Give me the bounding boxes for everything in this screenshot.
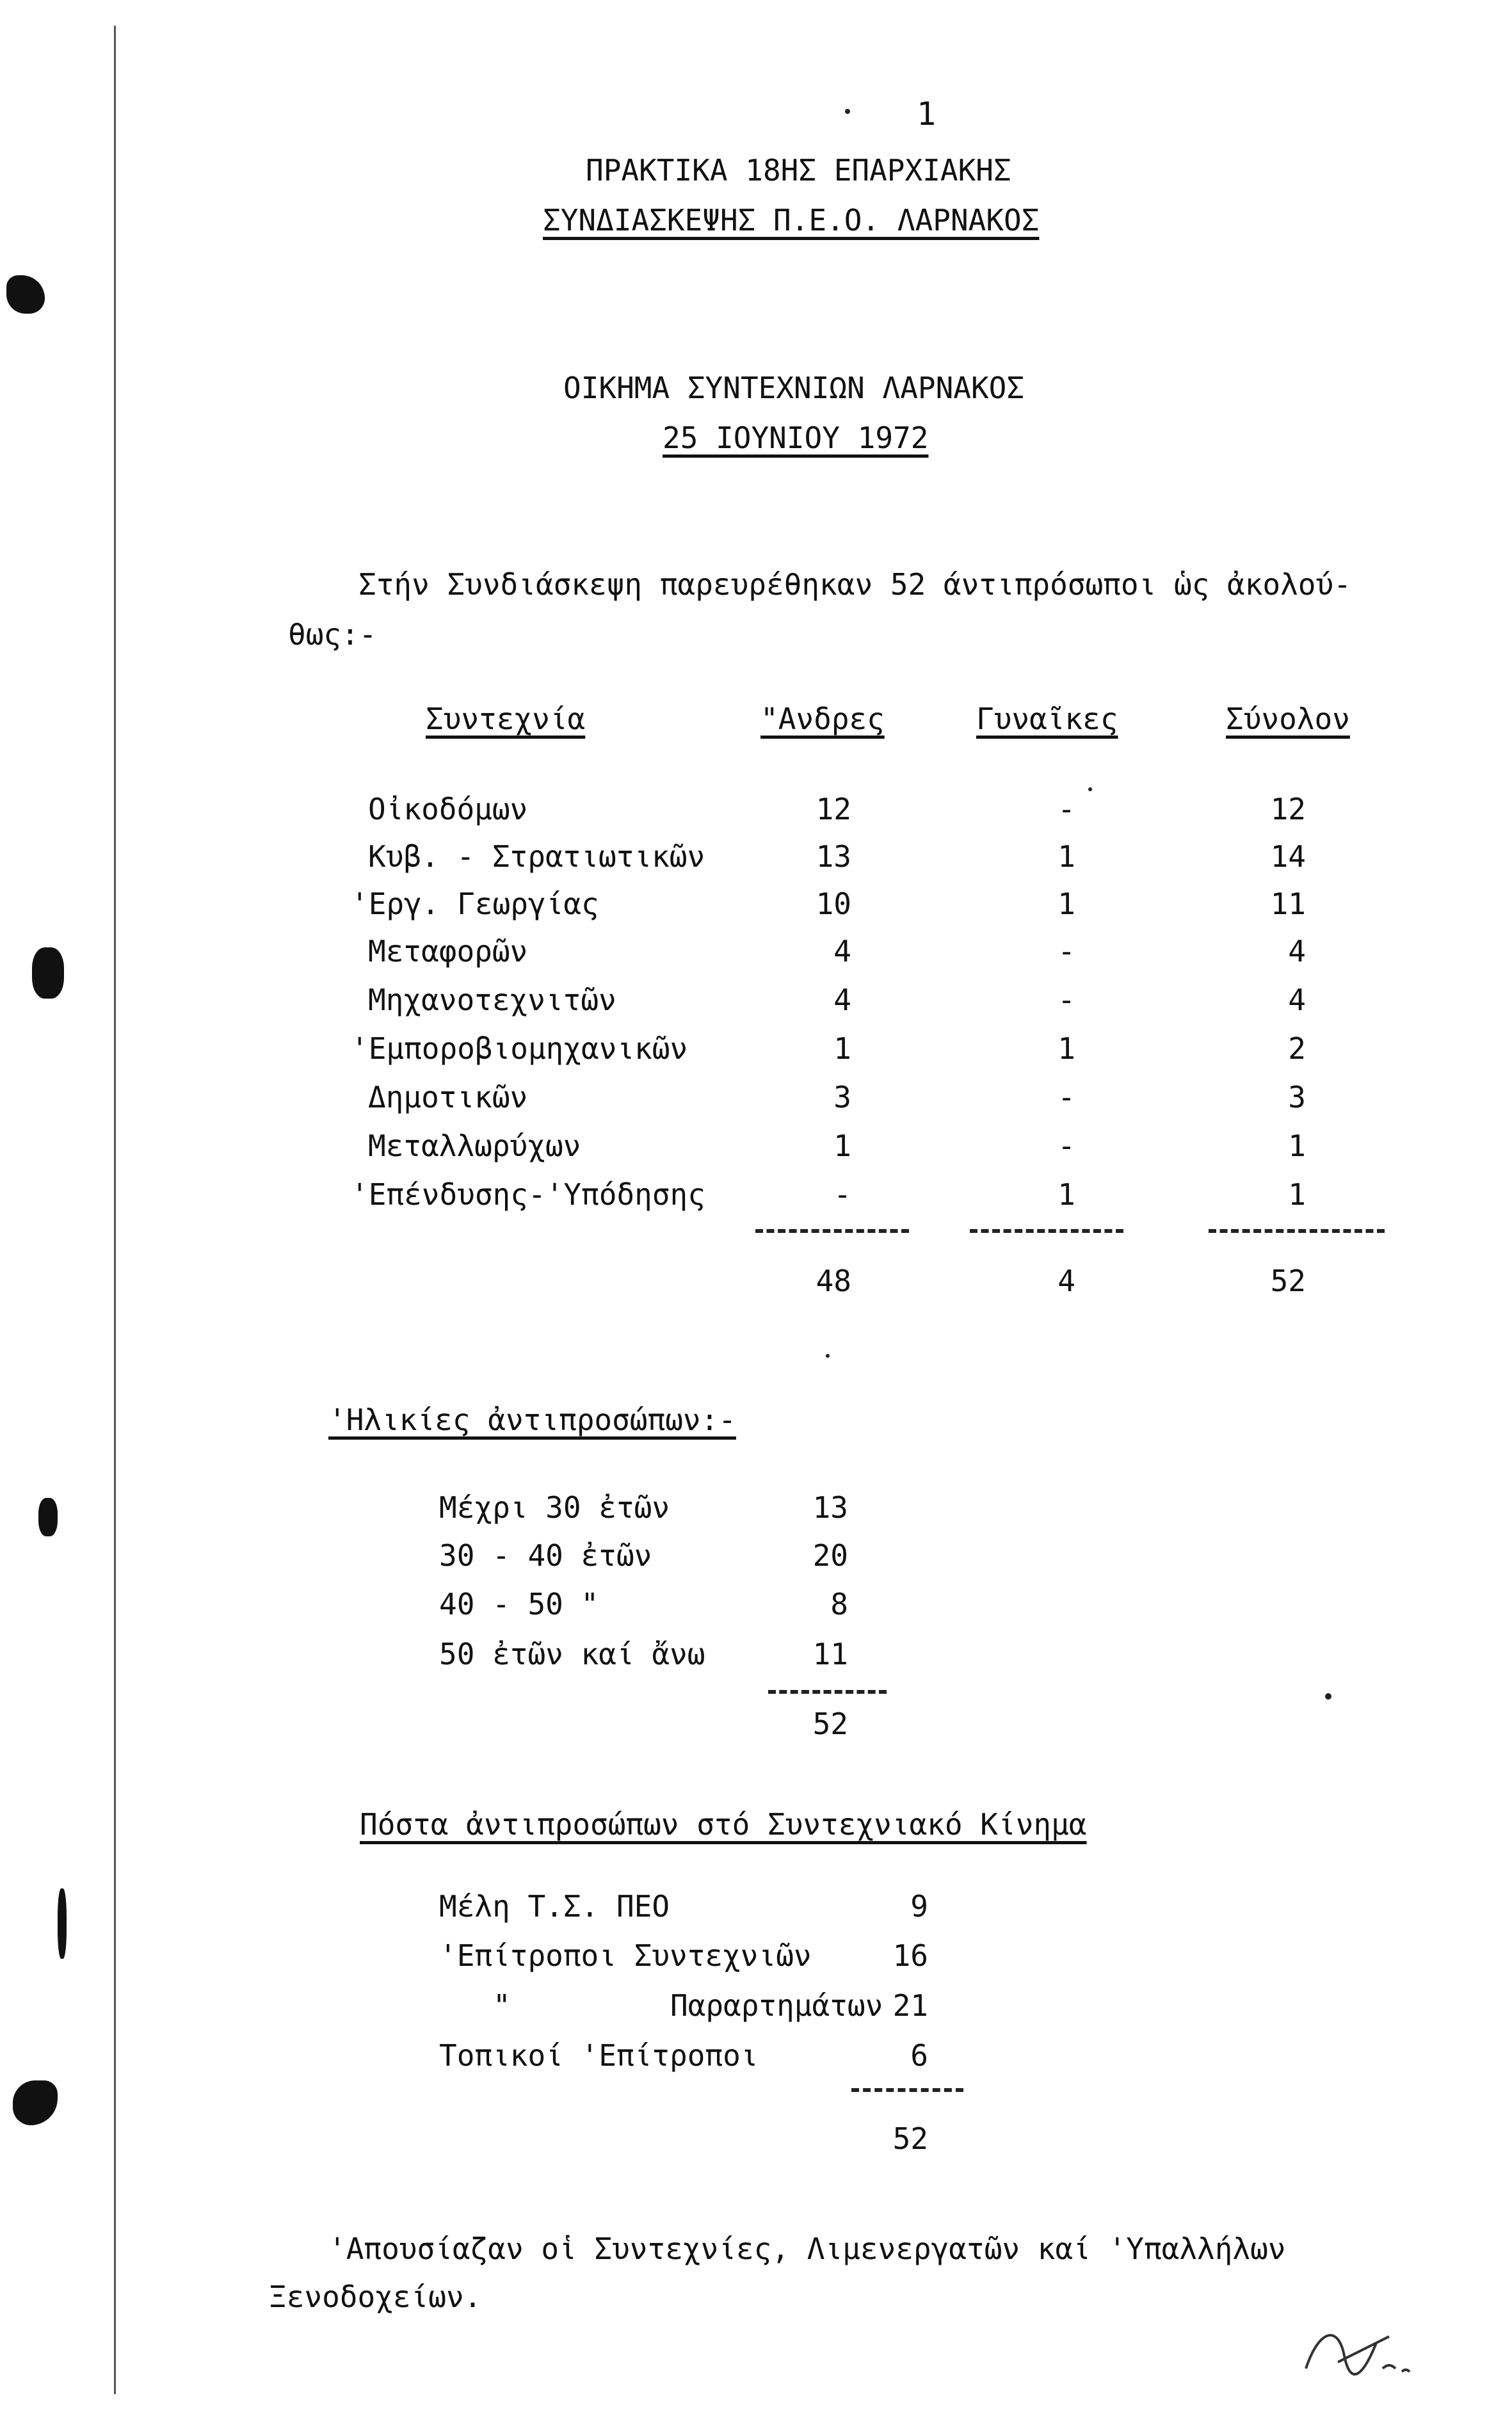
table-cell-women: 1 <box>1058 887 1075 921</box>
age-label: 50 ἐτῶν καί ἄνω <box>439 1637 705 1671</box>
left-margin-line <box>114 26 116 2394</box>
table-cell-men: 4 <box>833 983 851 1017</box>
post-count: 21 <box>892 1988 928 2023</box>
sum-rule <box>1209 1229 1385 1233</box>
age-count: 8 <box>830 1587 848 1621</box>
scan-blot <box>6 275 45 314</box>
sum-rule <box>970 1229 1123 1233</box>
header-women: Γυναῖκες <box>976 702 1118 736</box>
age-label: 40 - 50 " <box>439 1587 599 1621</box>
age-count: 20 <box>812 1538 848 1573</box>
table-cell-total: 4 <box>1288 983 1306 1017</box>
table-cell-men: 1 <box>833 1031 851 1066</box>
table-cell-total: 14 <box>1270 839 1306 874</box>
intro-line-1: Στήν Συνδιάσκεψη παρευρέθηκαν 52 άντιπρόσωποι ὡς ἀκολού- <box>358 567 1351 602</box>
posts-total: 52 <box>892 2121 928 2156</box>
table-row-label: Μεταφορῶν <box>368 934 528 969</box>
intro-line-2: θως:- <box>288 617 377 652</box>
venue: ΟΙΚΗΜΑ ΣΥΝΤΕΧΝΙΩΝ ΛΑΡΝΑΚΟΣ <box>563 371 1025 405</box>
title-line-2: ΣΥΝΔΙΑΣΚΕΨΗΣ Π.Ε.Ο. ΛΑΡΝΑΚΟΣ <box>543 203 1040 237</box>
absent-line-2: Ξενοδοχείων. <box>269 2280 482 2314</box>
table-row-label: Μηχανοτεχνιτῶν <box>368 983 616 1017</box>
posts-heading: Πόστα ἀντιπροσώπων στό Συντεχνιακό Κίνημα <box>360 1807 1087 1842</box>
table-row-label: Κυβ. - Στρατιωτικῶν <box>368 839 705 874</box>
table-cell-total: 4 <box>1288 934 1306 969</box>
table-cell-women: 1 <box>1058 839 1075 874</box>
table-cell-women: - <box>1058 792 1075 826</box>
title-line-1: ΠΡΑΚΤΙΚΑ 18ΗΣ ΕΠΑΡΧΙΑΚΗΣ <box>586 153 1011 188</box>
table-cell-men: 12 <box>816 792 851 826</box>
sum-rule <box>768 1690 887 1694</box>
table-cell-women: 1 <box>1058 1177 1075 1212</box>
table-row-label: 'Εμποροβιομηχανικῶν <box>351 1031 688 1066</box>
scan-speck <box>1325 1693 1331 1700</box>
page-number: 1 <box>917 95 937 133</box>
table-row-label: Οἰκοδόμων <box>368 792 528 826</box>
header-union: Συντεχνία <box>426 702 586 736</box>
total-women: 4 <box>1058 1264 1075 1298</box>
table-cell-men: 13 <box>816 839 851 874</box>
table-cell-total: 1 <box>1288 1177 1306 1212</box>
table-row-label: 'Επένδυσης-'Υπόδησης <box>351 1177 705 1212</box>
table-cell-total: 3 <box>1288 1080 1306 1114</box>
table-cell-men: 1 <box>833 1129 851 1163</box>
post-label: Μέλη Τ.Σ. ΠΕΟ <box>439 1889 670 1924</box>
ages-total: 52 <box>812 1707 848 1741</box>
age-label: Μέχρι 30 ἐτῶν <box>439 1490 670 1525</box>
table-cell-total: 11 <box>1270 887 1306 921</box>
table-cell-women: 1 <box>1058 1031 1075 1066</box>
header-total: Σύνολον <box>1226 702 1350 736</box>
scan-blot <box>38 1498 58 1536</box>
table-cell-total: 12 <box>1270 792 1306 826</box>
table-cell-total: 1 <box>1288 1129 1306 1163</box>
scan-speck <box>1088 787 1092 791</box>
post-count: 6 <box>910 2038 928 2073</box>
post-label: " Παραρτημάτων <box>493 1988 883 2023</box>
table-cell-men: 4 <box>833 934 851 969</box>
post-count: 16 <box>892 1938 928 1973</box>
scan-blot <box>32 947 64 999</box>
handwritten-initials <box>1299 2317 1415 2388</box>
age-label: 30 - 40 ἐτῶν <box>439 1538 652 1573</box>
scan-speck <box>826 1354 830 1358</box>
table-row-label: Δημοτικῶν <box>368 1080 528 1114</box>
scan-blot <box>58 1888 67 1959</box>
scan-speck <box>845 109 850 114</box>
age-count: 11 <box>812 1637 848 1671</box>
table-cell-women: - <box>1058 1129 1075 1163</box>
table-cell-men: 3 <box>833 1080 851 1114</box>
table-cell-women: - <box>1058 934 1075 969</box>
table-row-label: Μεταλλωρύχων <box>368 1129 581 1163</box>
table-cell-women: - <box>1058 983 1075 1017</box>
post-label: Τοπικοί 'Επίτροποι <box>439 2038 759 2073</box>
total-men: 48 <box>816 1264 851 1298</box>
sum-rule <box>755 1229 909 1233</box>
header-men: "Ανδρες <box>760 702 885 736</box>
total-all: 52 <box>1270 1264 1306 1298</box>
scan-blot <box>13 2080 58 2125</box>
age-count: 13 <box>812 1490 848 1525</box>
table-row-label: 'Εργ. Γεωργίας <box>351 887 599 921</box>
table-cell-total: 2 <box>1288 1031 1306 1066</box>
table-cell-men: - <box>833 1177 851 1212</box>
post-count: 9 <box>910 1889 928 1924</box>
absent-line-1: 'Απουσίαζαν οἱ Συντεχνίες, Λιμενεργατῶν καί 'Υπαλλήλων <box>328 2232 1286 2266</box>
table-cell-women: - <box>1058 1080 1075 1114</box>
sum-rule <box>851 2088 963 2092</box>
post-label: 'Επίτροποι Συντεχνιῶν <box>439 1938 812 1973</box>
meeting-date: 25 ΙΟΥΝΙΟΥ 1972 <box>663 421 929 455</box>
table-cell-men: 10 <box>816 887 851 921</box>
ages-heading: 'Ηλικίες ἀντιπροσώπων:- <box>328 1403 736 1437</box>
